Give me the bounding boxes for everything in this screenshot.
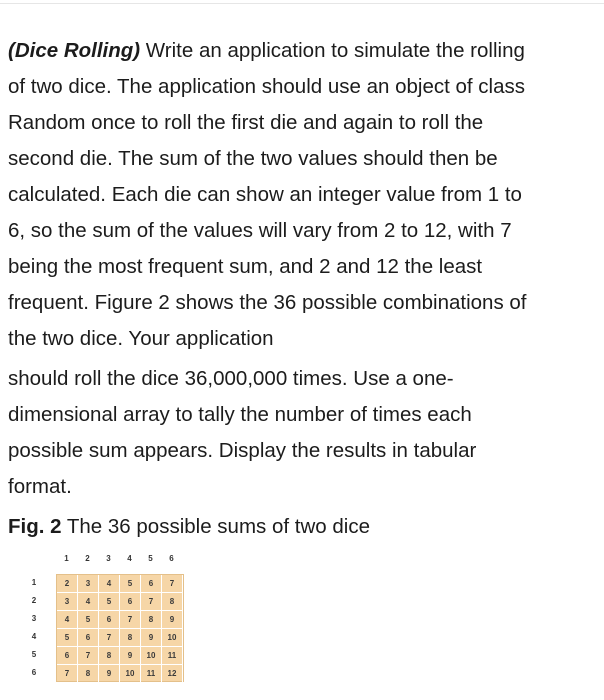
sum-cell: 4: [57, 611, 78, 629]
sum-cell: 7: [57, 665, 78, 683]
sum-cell: 11: [141, 665, 162, 683]
paragraph-1-line: second die. The sum of the two values should then be: [8, 147, 498, 170]
sum-cell: 8: [141, 611, 162, 629]
row-header: 2: [31, 596, 37, 605]
sum-cell: 11: [162, 647, 183, 665]
sum-cell: 2: [57, 575, 78, 593]
sum-cell: 8: [99, 647, 120, 665]
row-header: 4: [31, 632, 37, 641]
problem-paragraph-1: [8, 33, 598, 357]
figure-label: Fig. 2: [8, 515, 62, 538]
column-header: 3: [106, 554, 111, 563]
dice-sum-table: [26, 552, 176, 684]
column-header: 2: [85, 554, 90, 563]
sum-cell: 7: [78, 647, 99, 665]
paragraph-2-line: format.: [8, 475, 72, 498]
sum-cell: 8: [78, 665, 99, 683]
figure-caption: [8, 509, 598, 545]
sum-cell: 8: [120, 629, 141, 647]
sum-cell: 6: [57, 647, 78, 665]
sum-cell: 5: [99, 593, 120, 611]
row-header: 6: [31, 668, 37, 677]
column-header: 4: [127, 554, 132, 563]
paragraph-1-line: 6, so the sum of the values will vary from 2 to 12, with 7: [8, 219, 512, 242]
column-header: 5: [148, 554, 153, 563]
sum-cell: 7: [120, 611, 141, 629]
column-header: 6: [169, 554, 174, 563]
paragraph-1-line: calculated. Each die can show an integer value from 1 to: [8, 183, 522, 206]
sum-cell: 9: [99, 665, 120, 683]
paragraph-1-line: of two dice. The application should use an object of class: [8, 75, 525, 98]
sum-cell: 12: [162, 665, 183, 683]
sum-cell: 5: [120, 575, 141, 593]
column-header: 1: [64, 554, 69, 563]
sum-cell: 10: [120, 665, 141, 683]
paragraph-2-line: should roll the dice 36,000,000 times. Use a one-: [8, 367, 454, 390]
problem-paragraph-2: [8, 361, 598, 505]
figure-caption-text: The 36 possible sums of two dice: [61, 515, 370, 538]
sum-cell: 4: [78, 593, 99, 611]
sum-cell: 6: [78, 629, 99, 647]
sum-cell: 6: [141, 575, 162, 593]
paragraph-1-line: Random once to roll the first die and again to roll the: [8, 111, 484, 134]
sum-cell: 5: [78, 611, 99, 629]
sum-cell: 7: [162, 575, 183, 593]
row-header: 5: [31, 650, 37, 659]
sum-cell: 3: [78, 575, 99, 593]
top-divider: [0, 3, 604, 4]
problem-content: [8, 33, 598, 545]
paragraph-2-line: possible sum appears. Display the results in tabular: [8, 439, 477, 462]
sum-cell: 10: [141, 647, 162, 665]
sum-cell: 7: [141, 593, 162, 611]
sum-cell: 10: [162, 629, 183, 647]
sum-grid: [56, 574, 184, 682]
paragraph-1-line: Write an application to simulate the rolling: [140, 39, 525, 62]
row-header: 1: [31, 578, 37, 587]
paragraph-2-line: dimensional array to tally the number of times each: [8, 403, 472, 426]
sum-cell: 9: [120, 647, 141, 665]
paragraph-1-line: frequent. Figure 2 shows the 36 possible combinations of: [8, 291, 527, 314]
sum-cell: 6: [120, 593, 141, 611]
sum-cell: 3: [57, 593, 78, 611]
sum-cell: 7: [99, 629, 120, 647]
paragraph-1-line: the two dice. Your application: [8, 327, 274, 350]
sum-cell: 9: [162, 611, 183, 629]
paragraph-1-line: being the most frequent sum, and 2 and 12 the least: [8, 255, 483, 278]
sum-cell: 8: [162, 593, 183, 611]
sum-cell: 9: [141, 629, 162, 647]
problem-title: (Dice Rolling): [8, 39, 141, 62]
row-header: 3: [31, 614, 37, 623]
sum-cell: 5: [57, 629, 78, 647]
sum-cell: 6: [99, 611, 120, 629]
sum-cell: 4: [99, 575, 120, 593]
